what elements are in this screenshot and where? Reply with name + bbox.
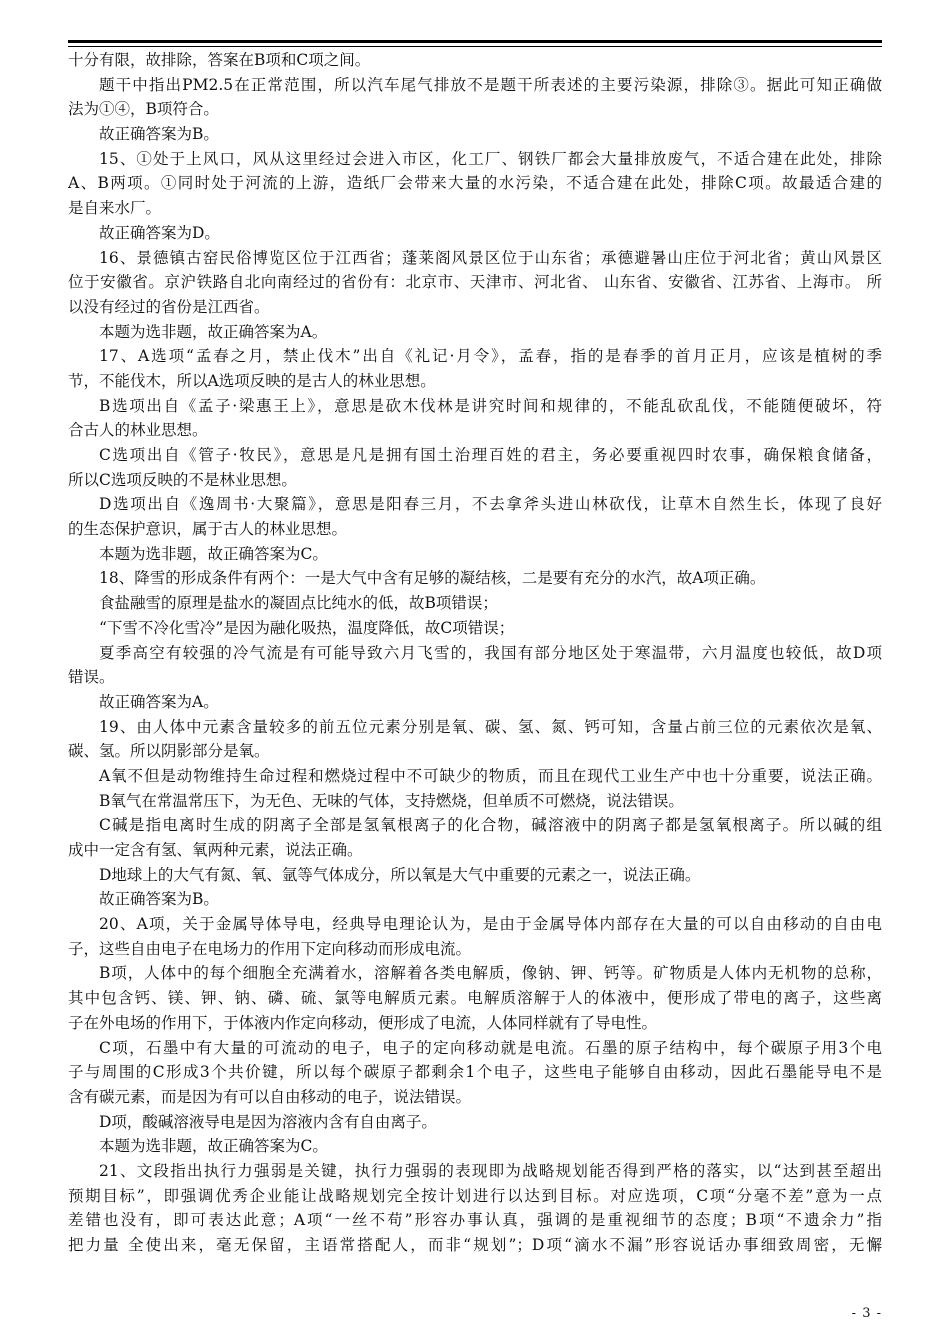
text-line: 是自来水厂。 [68,199,162,218]
page-number: - 3 - [851,1306,882,1321]
document-body [68,48,882,1258]
text-line: B氧气在常温常压下，为无色、无味的气体，支持燃烧，但单质不可燃烧，说法错误。 [99,791,684,810]
text-line: 本题为选非题，故正确答案为C。 [99,1137,328,1156]
text-line: 以没有经过的省份是江西省。 [68,297,270,316]
text-line: 17、A选项“孟春之月，禁止伐木”出自《礼记·月令》，孟春，指的是春季的首月正月，应该是植树的季 [99,347,882,366]
text-line: 题干中指出PM2.5在正常范围，所以汽车尾气排放不是题干所表述的主要污染源，排除③。据此可知正确做 [99,75,882,94]
text-line: 子在外电场的作用下，于体液内作定向移动，便形成了电流，人体同样就有了导电性。 [68,1013,658,1032]
text-line: 16、景德镇古窑民俗博览区位于江西省；蓬莱阁风景区位于山东省；承德避暑山庄位于河北省；黄山风景区 [99,248,882,267]
text-line: 所以C选项反映的不是林业思想。 [68,470,297,489]
text-line: 节，不能伐木，所以A选项反映的是古人的林业思想。 [68,371,436,390]
text-line: D项，酸碱溶液导电是因为溶液内含有自由离子。 [99,1112,437,1131]
text-line: 夏季高空有较强的冷气流是有可能导致六月飞雪的，我国有部分地区处于寒温带，六月温度也较低，故D项 [99,643,882,662]
text-line: 食盐融雪的原理是盐水的凝固点比纯水的低，故B项错误； [99,594,498,613]
text-line: C碱是指电离时生成的阴离子全部是氢氧根离子的化合物，碱溶液中的阴离子都是氢氧根离子。所以碱的组 [99,816,882,835]
text-line: 碳、氢。所以阴影部分是氧。 [68,742,270,761]
text-line: 预期目标”，即强调优秀企业能让战略规划完全按计划进行以达到目标。对应选项，C项“分毫不差”意为一点 [68,1186,882,1205]
text-line: 错误。 [68,668,115,687]
text-line: 十分有限，故排除，答案在B项和C项之间。 [68,51,371,69]
text-line: 19、由人体中元素含量较多的前五位元素分别是氧、碳、氢、氮、钙可知，含量占前三位的元素依次是氧、 [99,717,882,736]
text-line: 合古人的林业思想。 [68,421,208,440]
text-line: 其中包含钙、镁、钾、钠、磷、硫、氯等电解质元素。电解质溶解于人的体液中，便形成了带电的离子，这些离 [68,989,882,1008]
text-line: A氧不但是动物维持生命过程和燃烧过程中不可缺少的物质，而且在现代工业生产中也十分重要，说法正确。 [99,766,882,785]
text-line: 差错也没有，即可表达此意；A项“一丝不苟”形容办事认真，强调的是重视细节的态度；B项“不遗余力”指 [68,1211,882,1230]
text-line: 成中一定含有氢、氧两种元素，说法正确。 [68,841,363,859]
text-line: 本题为选非题，故正确答案为A。 [99,322,328,341]
text-line: 18、降雪的形成条件有两个：一是大气中含有足够的凝结核，二是要有充分的水汽，故A项正确。 [99,569,766,588]
text-line: C项，石墨中有大量的可流动的电子，电子的定向移动就是电流。石墨的原子结构中，每个碳原子用3个电 [99,1038,882,1057]
text-line: “下雪不冷化雪冷”是因为融化吸热，温度降低，故C项错误； [99,618,515,637]
text-line: 含有碳元素，而是因为有可以自由移动的电子，说法错误。 [68,1087,472,1106]
text-line: 子与周围的C形成3个共价键，所以每个碳原子都剩余1个电子，这些电子能够自由移动，因此石墨能导电不是 [68,1063,882,1082]
text-line: C选项出自《管子·牧民》，意思是凡是拥有国土治理百姓的君主，务必要重视四时农事，确保粮食储备， [99,446,882,464]
header-rule-thin [68,46,882,47]
text-line: 把力量 全使出来，毫无保留，主语常搭配人，而非“规划”；D项“滴水不漏”形容说话办事细致周密，无懈 [68,1236,882,1254]
text-line: B选项出自《孟子·梁惠王上》，意思是砍木伐林是讲究时间和规律的，不能乱砍乱伐，不能随便破坏，符 [99,396,882,415]
text-line: 法为①④，B项符合。 [68,100,219,119]
text-line: 20、A项，关于金属导体导电，经典导电理论认为，是由于金属导体内部存在大量的可以自由移动的自由电 [99,915,882,934]
text-line: 故正确答案为B。 [99,890,219,909]
header-rule-thick [68,40,882,43]
text-line: A、B两项。①同时处于河流的上游，造纸厂会带来大量的水污染，不适合建在此处，排除C项。故最适合建的 [68,174,882,193]
text-line: 故正确答案为D。 [99,223,220,242]
text-line: 位于安徽省。京沪铁路自北向南经过的省份有：北京市、天津市、河北省、 山东省、安徽省、江苏省、上海市。 所 [68,273,882,292]
text-line: D选项出自《逸周书·大聚篇》，意思是阳春三月，不去拿斧头进山林砍伐，让草木自然生长，体现了良好 [99,495,882,514]
text-line: 的生态保护意识，属于古人的林业思想。 [68,520,348,539]
text-line: 本题为选非题，故正确答案为C。 [99,544,328,563]
text-line: 故正确答案为B。 [99,125,219,144]
text-line: B项，人体中的每个细胞全充满着水，溶解着各类电解质，像钠、钾、钙等。矿物质是人体内无机物的总称， [99,964,882,983]
text-line: 21、文段指出执行力强弱是关键，执行力强弱的表现即为战略规划能否得到严格的落实，以“达到甚至超出 [99,1161,882,1180]
text-line: 子，这些自由电子在电场力的作用下定向移动而形成电流。 [68,939,472,958]
text-line: 15、①处于上风口，风从这里经过会进入市区，化工厂、钢铁厂都会大量排放废气，不适合建在此处，排除 [99,149,882,168]
text-line: 故正确答案为A。 [99,692,219,711]
text-line: D地球上的大气有氮、氧、氩等气体成分，所以氧是大气中重要的元素之一，说法正确。 [99,865,701,884]
